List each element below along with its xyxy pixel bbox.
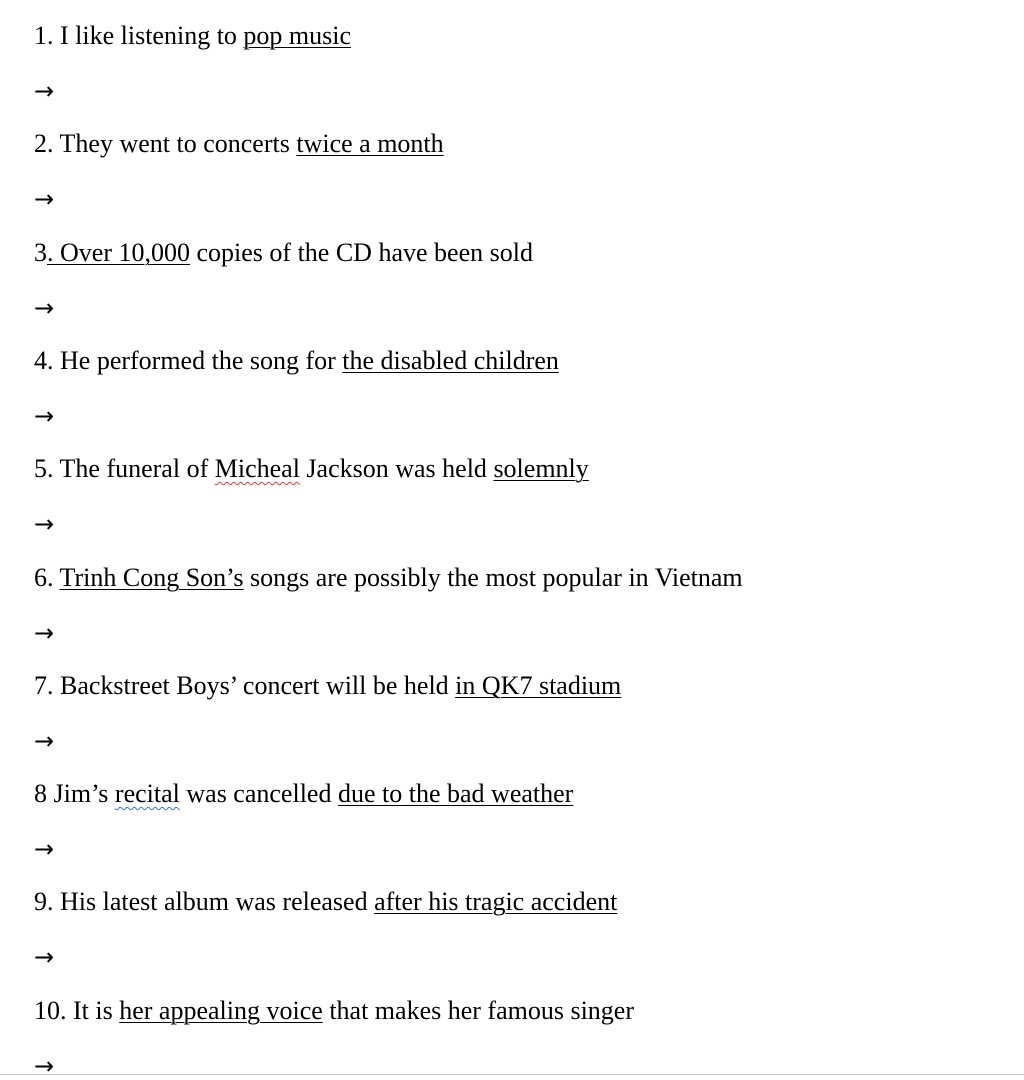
- exercise-sentence: [34, 346, 559, 376]
- exercise-sentence: [34, 671, 621, 701]
- answer-arrow-icon: →: [34, 294, 55, 322]
- spelling-flagged-word: Micheal: [214, 454, 300, 483]
- answer-arrow-icon: →: [34, 185, 55, 213]
- exercise-sentence: [34, 238, 533, 268]
- underlined-phrase: Trinh Cong Son’s: [59, 563, 244, 592]
- sentence-text: 5. The funeral of: [34, 454, 215, 483]
- answer-arrow-icon: →: [34, 1052, 55, 1080]
- grammar-flagged-word: recital: [114, 779, 180, 808]
- sentence-text: that makes her famous singer: [322, 996, 634, 1025]
- underlined-phrase: after his tragic accident: [374, 887, 618, 916]
- exercise-sentence: [34, 21, 351, 51]
- answer-arrow-icon: →: [34, 727, 55, 755]
- exercise-sentence: [34, 779, 573, 809]
- answer-arrow-icon: →: [34, 619, 55, 647]
- underlined-phrase: her appealing voice: [119, 996, 323, 1025]
- answer-arrow-icon: →: [34, 510, 55, 538]
- underlined-phrase: pop music: [243, 21, 352, 50]
- underlined-phrase: solemnly: [493, 454, 589, 483]
- underlined-phrase: due to the bad weather: [337, 779, 574, 808]
- answer-arrow-icon: →: [34, 77, 55, 105]
- exercise-sentence: [34, 563, 743, 593]
- sentence-text: songs are possibly the most popular in Vietnam: [243, 563, 743, 592]
- sentence-text: was cancelled: [179, 779, 338, 808]
- sentence-text: Jackson was held: [299, 454, 494, 483]
- sentence-text: 9. His latest album was released: [34, 887, 375, 916]
- sentence-text: copies of the CD have been sold: [189, 238, 533, 267]
- underlined-phrase: twice a month: [296, 129, 444, 158]
- exercise-sentence: [34, 996, 634, 1026]
- sentence-text: 10. It is: [34, 996, 120, 1025]
- exercise-sentence: [34, 129, 444, 159]
- exercise-sentence: [34, 454, 589, 484]
- sentence-text: 2. They went to concerts: [34, 129, 297, 158]
- underlined-phrase: . Over 10,000: [47, 238, 190, 267]
- answer-arrow-icon: →: [34, 402, 55, 430]
- answer-arrow-icon: →: [34, 835, 55, 863]
- sentence-text: 1. I like listening to: [34, 21, 244, 50]
- sentence-text: 8 Jim’s: [34, 779, 115, 808]
- sentence-text: 4. He performed the song for: [34, 346, 343, 375]
- sentence-text: 3: [34, 238, 47, 267]
- exercise-sentence: [34, 887, 617, 917]
- underlined-phrase: the disabled children: [342, 346, 559, 375]
- sentence-text: 6.: [34, 563, 60, 592]
- sentence-text: 7. Backstreet Boys’ concert will be held: [34, 671, 456, 700]
- underlined-phrase: in QK7 stadium: [455, 671, 622, 700]
- answer-arrow-icon: →: [34, 943, 55, 971]
